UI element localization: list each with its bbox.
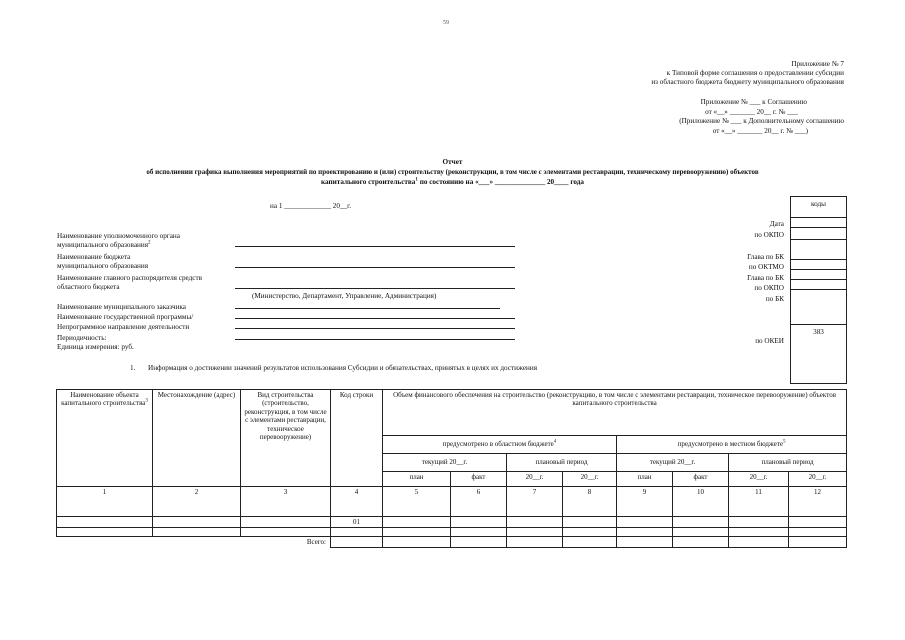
col-num-8: 8 (563, 487, 617, 517)
header-object-name: Наименование объекта капитального строительства$^3$ (57, 390, 153, 487)
appendix-line-7: от «__» _______ 20__ г. № ___) (712, 127, 808, 135)
label-nonprogram: Непрограммное направление деятельности (57, 323, 190, 331)
label-bk-3: по БК (765, 295, 784, 303)
report-date-line: на 1 _____________ 20__г. (270, 202, 352, 210)
label-okei: по ОКЕИ (755, 337, 784, 345)
header-financing-volume: Объем финансового обеспечения на строительство (реконструкцию, в том числе с элементами реставрации, техническое перевооружение) объектов капитального строительства (383, 390, 847, 436)
col-num-10: 10 (673, 487, 729, 517)
total-row (57, 537, 847, 548)
header-location: Местонахождение (адрес) (153, 390, 241, 487)
header-plan-2: план (617, 472, 673, 487)
header-construction-kind: Вид строительства (строительство, реконструкция, в том числе с элементами реставрации, техническое перевооружение) (241, 390, 331, 487)
section-number: 1. (130, 364, 136, 372)
cell[interactable] (383, 517, 451, 528)
label-authorized-body: Наименование уполномоченного органа (57, 232, 180, 240)
codes-header: коды (811, 200, 826, 208)
label-budget-municipality: муниципального образования (57, 262, 149, 270)
column-number-row (57, 487, 847, 517)
fill-line-customer[interactable] (235, 308, 500, 309)
header-regional-budget: предусмотрено в областном бюджете$^4$ (383, 436, 617, 454)
cell[interactable] (673, 528, 729, 537)
fill-line-authority[interactable] (235, 246, 515, 247)
cell[interactable] (241, 528, 331, 537)
appendix-line-2: к Типовой форме соглашения о предоставлении субсидии (666, 69, 844, 77)
cell[interactable] (241, 517, 331, 528)
header-local-budget: предусмотрено в местном бюджете$^5$ (617, 436, 847, 454)
cell[interactable] (153, 528, 241, 537)
cell[interactable] (331, 528, 383, 537)
cell[interactable] (673, 517, 729, 528)
table-row (57, 517, 847, 528)
header-plan-1: план (383, 472, 451, 487)
col-num-2: 2 (153, 487, 241, 517)
cell[interactable] (451, 528, 507, 537)
label-okpo-2: по ОКПО (754, 284, 784, 292)
header-current-year-1: текущий 20__г. (383, 454, 507, 472)
cell[interactable] (617, 517, 673, 528)
cell[interactable] (507, 517, 563, 528)
total-cell[interactable] (617, 537, 673, 548)
total-label: Всего: (306, 538, 326, 547)
manager-hint: (Министерство, Департамент, Управление, Администрация) (252, 292, 437, 300)
col-num-1: 1 (57, 487, 153, 517)
header-current-year-2: текущий 20__г. (617, 454, 729, 472)
results-table (56, 389, 847, 548)
blank (153, 537, 241, 548)
header-year-1: 20__г. (507, 472, 563, 487)
codes-box (790, 196, 847, 384)
header-planning-period-1: плановый период (507, 454, 617, 472)
total-cell[interactable] (383, 537, 451, 548)
cell[interactable] (729, 528, 789, 537)
report-title: Отчет (442, 158, 463, 166)
header-planning-period-2: плановый период (729, 454, 847, 472)
label-periodicity: Периодичность: (57, 334, 107, 342)
code-cell-bk-1[interactable] (791, 239, 846, 260)
cell[interactable] (789, 528, 847, 537)
label-budget-name: Наименование бюджета (57, 253, 131, 261)
code-okei-value: 383 (813, 328, 824, 336)
section-heading: Информация о достижении значений результатов использования Субсидии и обязательствах, принятых в целях их достижения (148, 364, 538, 372)
label-bk-2: Глава по БК (747, 274, 784, 282)
table-row (57, 528, 847, 537)
col-num-7: 7 (507, 487, 563, 517)
report-subtitle-line-2: капитального строительства$^1$ по состоянию на «___» ______________ 20____ года (320, 177, 585, 186)
col-num-9: 9 (617, 487, 673, 517)
label-municipality: муниципального образования$^2$ (57, 240, 151, 249)
total-cell[interactable] (729, 537, 789, 548)
cell[interactable] (57, 517, 153, 528)
col-num-3: 3 (241, 487, 331, 517)
header-fact-1: факт (451, 472, 507, 487)
col-num-11: 11 (729, 487, 789, 517)
col-num-6: 6 (451, 487, 507, 517)
header-fact-2: факт (673, 472, 729, 487)
fill-line-budget[interactable] (235, 267, 515, 268)
code-cell-date[interactable] (791, 197, 846, 218)
cell[interactable] (563, 517, 617, 528)
header-line-code: Код строки (331, 390, 383, 487)
cell[interactable] (729, 517, 789, 528)
header-year-2: 20__г. (563, 472, 617, 487)
total-cell[interactable] (673, 537, 729, 548)
total-cell[interactable] (451, 537, 507, 548)
appendix-line-6: (Приложение № ___ к Дополнительному соглашению (679, 117, 844, 125)
appendix-line-4: Приложение № ___ к Соглашению (700, 98, 807, 106)
header-year-3: 20__г. (729, 472, 789, 487)
label-date: Дата (769, 220, 784, 228)
cell[interactable] (789, 517, 847, 528)
label-state-program: Наименование государственной программы/ (57, 313, 194, 321)
cell[interactable] (383, 528, 451, 537)
fill-line-program[interactable] (235, 318, 515, 319)
label-bk-1: Глава по БК (747, 253, 784, 261)
cell[interactable] (153, 517, 241, 528)
page-number: 59 (443, 20, 449, 26)
blank (57, 537, 153, 548)
col-num-4: 4 (331, 487, 383, 517)
cell[interactable] (563, 528, 617, 537)
label-regional-budget: областного бюджета (57, 283, 120, 291)
total-cell[interactable] (789, 537, 847, 548)
cell[interactable] (451, 517, 507, 528)
col-num-12: 12 (789, 487, 847, 517)
col-num-5: 5 (383, 487, 451, 517)
appendix-line-5: от «__» _______ 20__ г. № ___ (705, 108, 798, 116)
header-year-4: 20__г. (789, 472, 847, 487)
cell[interactable] (617, 528, 673, 537)
total-cell[interactable] (507, 537, 563, 548)
code-cell-bk-3[interactable] (791, 289, 846, 325)
row-code: 01 (331, 517, 383, 528)
total-cell[interactable] (563, 537, 617, 548)
label-okpo-1: по ОКПО (754, 231, 784, 239)
total-cell[interactable] (331, 537, 383, 548)
fill-line-nonprogram[interactable] (235, 328, 515, 329)
cell[interactable] (57, 528, 153, 537)
report-subtitle: об исполнении графика выполнения мероприятий по проектированию и (или) строительству (реконструкции, в том числе с элементами реставрации, техническому перевооружению) объектов (146, 168, 759, 176)
fill-line-manager[interactable] (235, 288, 515, 289)
appendix-line-1: Приложение № 7 (791, 60, 844, 68)
label-customer: Наименование муниципального заказчика (57, 303, 186, 311)
cell[interactable] (507, 528, 563, 537)
label-oktmo: по ОКТМО (748, 263, 784, 271)
appendix-line-3: из областного бюджета бюджету муниципального образования (651, 78, 844, 86)
fill-line-periodicity[interactable] (235, 339, 515, 340)
label-main-manager: Наименование главного распорядителя средств (57, 274, 203, 282)
label-unit: Единица измерения: руб. (57, 343, 134, 351)
